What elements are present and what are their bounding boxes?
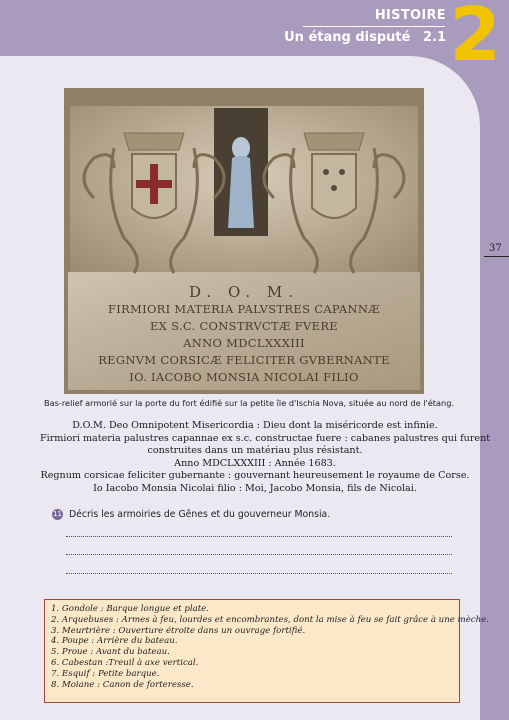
glossary-item: 5. Proue : Avant du bateau. [51,647,170,658]
inscription-line: IO. IACOBO MONSIA NICOLAI FILIO [129,370,359,384]
glossary-box [44,599,489,703]
section-subtitle [284,30,446,45]
question [52,509,330,520]
translation-line: D.O.M. Deo Omnipotent Misericordia : Dieu dont la miséricorde est infinie. [72,420,438,431]
inscription-line: ANNO MDCLXXXIII [183,336,305,350]
photo-caption: Bas-relief armorié sur la porte du fort édifié sur la petite île d'Ischia Nova, située au nord de l'étang. [44,398,455,408]
translation-block [40,420,491,496]
translation-line: Io Iacobo Monsia Nicolai filio : Moi, Jacobo Monsia, fils de Nicolai. [93,482,417,494]
answer-line[interactable] [66,554,452,555]
glossary-item: 8. Moiane : Canon de forteresse. [51,679,194,690]
translation-line: Regnum corsicae feliciter gubernante : gouvernant heureusement le royaume de Corse. [40,470,470,482]
header-divider [303,26,445,27]
chapter-big-number: 2 [449,0,501,78]
glossary-item: 6. Cabestan :Treuil à axe vertical. [51,657,199,668]
inscription-line: EX S.C. CONSTRVCTÆ FVERE [149,319,339,333]
inscription [64,284,424,386]
inscription-line: D. O. M. [188,283,300,301]
glossary-item: 2. Arquebuses : Armes à feu, lourdes et encombrantes, dont la mise à feu se fait grâce à une mèche. [51,614,489,625]
page-number: 37 [489,243,502,254]
answer-line[interactable] [66,536,452,537]
glossary-item: 7. Esquif : Petite barque. [51,668,160,679]
glossary-item: 1. Gondole : Barque longue et plate. [51,604,209,614]
glossary-item: 3. Meurtrière : Ouverture étroite dans un ouvrage fortifié. [51,625,306,636]
translation-line: construites dans un matériau plus résistant. [147,445,363,457]
inscription-line: REGNVM CORSICÆ FELICITER GVBERNANTE [98,353,390,367]
inscription-line: FIRMIORI MATERIA PALVSTRES CAPANNÆ [107,302,381,316]
question-text: Décris les armoiries de Gênes et du gouverneur Monsia. [68,509,331,520]
bas-relief-photo [64,88,424,394]
glossary-item: 4. Poupe : Arrière du bateau. [51,636,178,647]
page-number-rule [484,256,509,257]
answer-line[interactable] [66,573,452,574]
chapter-number: 2.1 [422,30,446,45]
subtitle-text: Un étang disputé [284,30,411,45]
translation-line: Anno MDCLXXXIII : Année 1683. [174,457,336,469]
question-number: 11 [53,510,62,518]
translation-line: Firmiori materia palustres capannae ex s.c. constructae fuere : cabanes palustres qui furent [40,432,491,444]
section-title: HISTOIRE [374,8,446,23]
